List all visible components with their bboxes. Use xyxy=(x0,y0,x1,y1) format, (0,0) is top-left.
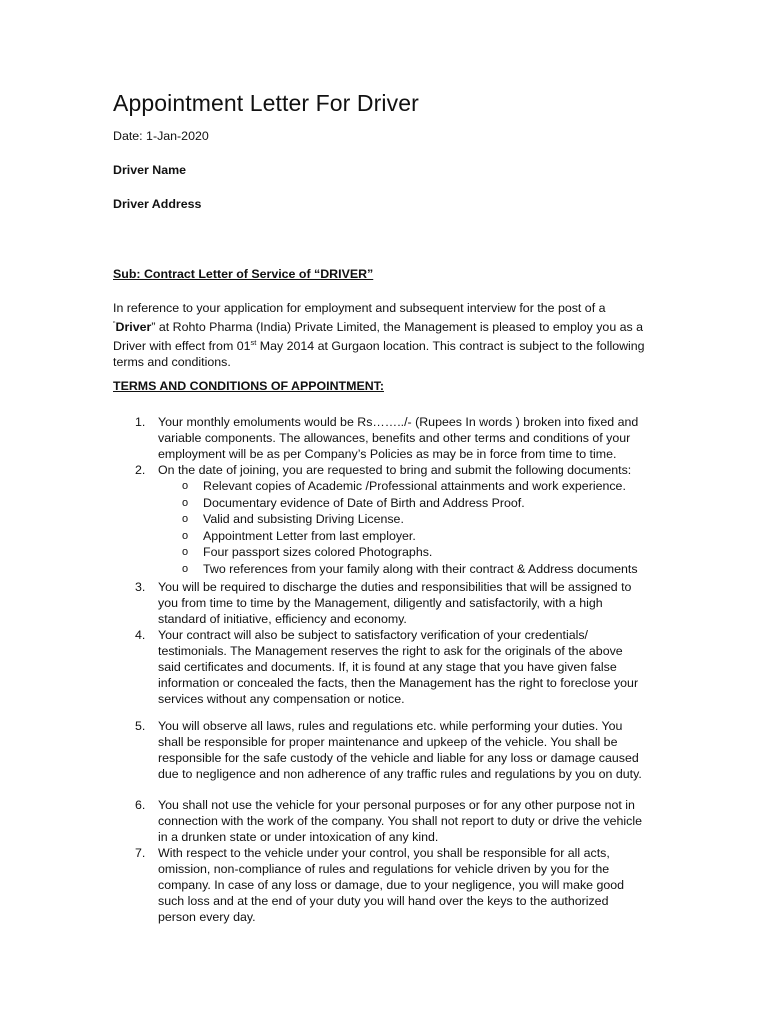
item-line: company. In case of any loss or damage, due to your negligence, you will make good xyxy=(158,878,625,892)
item-line: With respect to the vehicle under your control, you shall be responsible for all acts, xyxy=(158,846,610,860)
intro-text: May 2014 at Gurgaon location. This contract is subject to the following xyxy=(256,339,645,354)
intro-line: terms and conditions. xyxy=(113,354,231,369)
item-line: variable components. The allowances, benefits and other terms and conditions of your xyxy=(158,431,631,445)
date-line: Date: 1-Jan-2020 xyxy=(113,129,209,143)
item-number: 2. xyxy=(135,463,146,477)
item-line: You will be required to discharge the duties and responsibilities that will be assigned to xyxy=(158,580,632,594)
document-text: Two references from your family along with their contract & Address documents xyxy=(203,561,638,576)
item-number: 5. xyxy=(135,719,146,733)
intro-text: Driver with effect from 01 xyxy=(113,339,251,354)
document-text: Relevant copies of Academic /Professional attainments and work experience. xyxy=(203,479,626,493)
item-line: Your monthly emoluments would be Rs……../- (Rupees In words ) broken into fixed and xyxy=(158,415,639,429)
intro-line: In reference to your application for employment and subsequent interview for the post of a xyxy=(113,301,606,315)
item-line: connection with the work of the company. You shall not report to duty or drive the vehicle xyxy=(158,814,642,828)
item-line: information or concealed the facts, then the Management has the right to foreclose your xyxy=(158,676,639,690)
quote-open: “ xyxy=(113,319,116,329)
driver-word: Driver xyxy=(115,320,152,335)
item-number: 3. xyxy=(135,580,146,594)
item-text xyxy=(158,718,668,782)
driver-address-label: Driver Address xyxy=(113,197,202,211)
item-line: in a drunken state or under intoxication of any kind. xyxy=(158,830,439,844)
bullet-icon: o xyxy=(182,562,189,575)
item-text xyxy=(158,845,668,925)
item-line: Your contract will also be subject to satisfactory verification of your credentials/ xyxy=(158,628,588,642)
item-text xyxy=(158,414,668,462)
item-line: due to negligence and non adherence of any traffic rules and regulations by you on duty. xyxy=(158,767,642,781)
item-number: 4. xyxy=(135,628,146,642)
bullet-icon: o xyxy=(182,513,189,525)
subject-line: Sub: Contract Letter of Service of “DRIVER” xyxy=(113,267,374,281)
item-line: such loss and at the end of your duty you will hand over the keys to the authorized xyxy=(158,894,609,908)
intro-line xyxy=(113,316,658,335)
item-line: person every day. xyxy=(158,910,256,924)
item-line: omission, non-compliance of rules and regulations for vehicle driven by you for the xyxy=(158,862,610,876)
document-text: Valid and subsisting Driving License. xyxy=(203,512,404,526)
document-text: Documentary evidence of Date of Birth and Address Proof. xyxy=(203,495,525,510)
superscript-st: st xyxy=(250,338,257,348)
document-title: Appointment Letter For Driver xyxy=(113,90,419,116)
item-number: 6. xyxy=(135,798,146,812)
item-text xyxy=(158,462,668,478)
bullet-icon: o xyxy=(182,480,189,492)
item-line: said certificates and documents. If, it is found at any stage that you have given false xyxy=(158,660,617,674)
item-line: On the date of joining, you are requested to bring and submit the following documents: xyxy=(158,463,632,477)
item-text xyxy=(158,797,668,845)
item-line: you from time to time by the Management, diligently and satisfactorily, with a high xyxy=(158,596,603,610)
item-text xyxy=(158,579,668,627)
item-line: services without any compensation or notice. xyxy=(158,692,405,706)
item-number: 1. xyxy=(135,415,146,429)
terms-heading: TERMS AND CONDITIONS OF APPOINTMENT: xyxy=(113,379,384,393)
item-line: employment will be as per Company’s Policies as may be in force from time to time. xyxy=(158,447,617,461)
bullet-icon: o xyxy=(182,529,189,542)
intro-paragraph xyxy=(113,301,658,370)
document-text: Appointment Letter from last employer. xyxy=(203,528,416,543)
item-number: 7. xyxy=(135,846,146,860)
item-line: responsible for the safe custody of the vehicle and liable for any loss or damage caused xyxy=(158,751,639,765)
intro-line-rest: ” at Rohto Pharma (India) Private Limited, the Management is pleased to employ you as a xyxy=(151,320,644,335)
item-line: You shall not use the vehicle for your personal purposes or for any other purpose not in xyxy=(158,798,635,812)
intro-line xyxy=(113,335,658,354)
item-line: standard of initiative, efficiency and economy. xyxy=(158,612,407,626)
bullet-icon: o xyxy=(182,496,189,509)
item-line: testimonials. The Management reserves the right to ask for the originals of the above xyxy=(158,644,623,658)
bullet-icon: o xyxy=(182,546,189,558)
driver-name-label: Driver Name xyxy=(113,163,187,177)
document-text: Four passport sizes colored Photographs. xyxy=(203,545,433,559)
item-line: shall be responsible for proper maintenance and upkeep of the vehicle. You shall be xyxy=(158,735,618,749)
item-line: You will observe all laws, rules and regulations etc. while performing your duties. You xyxy=(158,719,623,733)
item-text xyxy=(158,627,668,707)
